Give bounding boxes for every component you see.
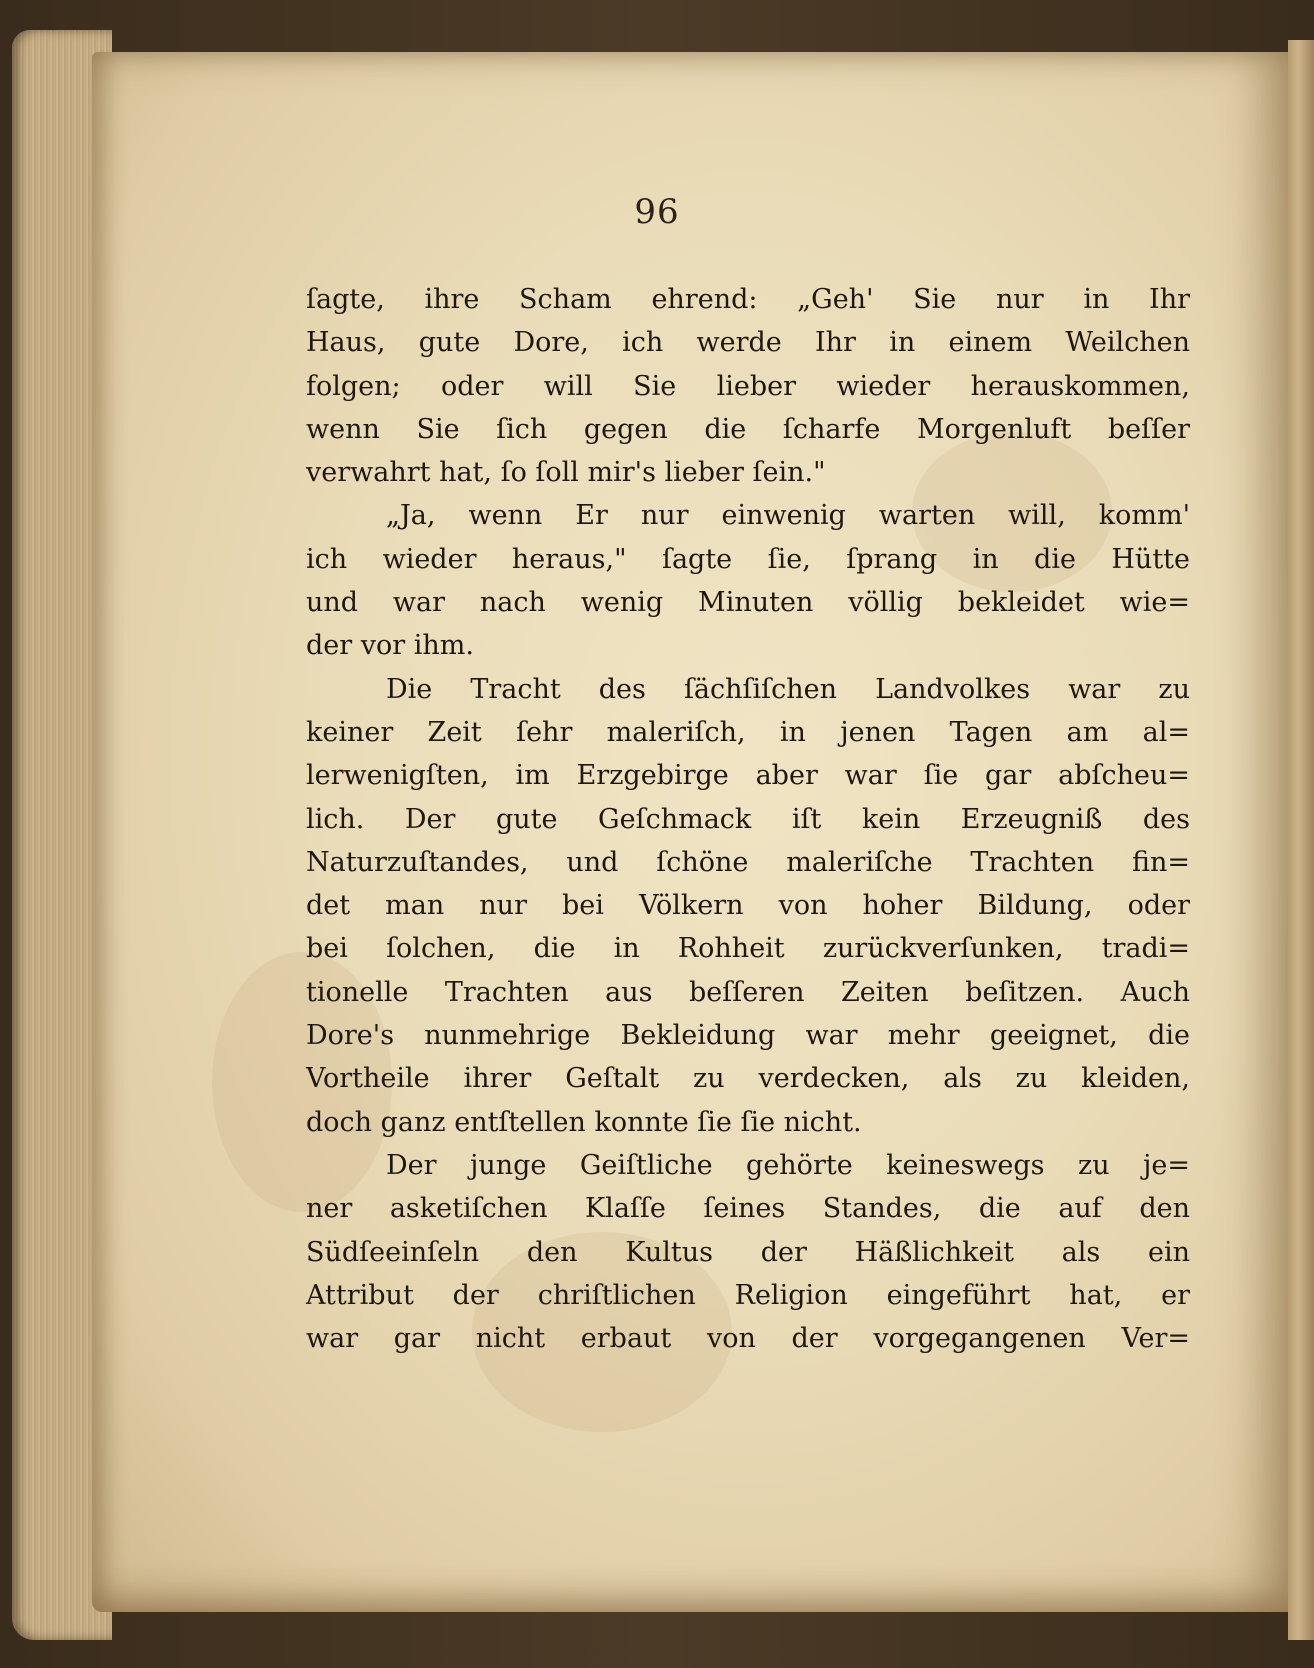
text-line: ner asketiſchen Klaſſe ſeines Standes, die auf den xyxy=(306,1193,1190,1225)
body-text xyxy=(306,278,1190,1360)
text-line: folgen; oder will Sie lieber wieder herauskommen, xyxy=(306,370,1190,402)
text-line: ſagte, ihre Scham ehrend: „Geh' Sie nur in Ihr xyxy=(306,284,1190,315)
text-line: Attribut der chriſtlichen Religion eingeführt hat, er xyxy=(306,1279,1190,1311)
text-line: lerwenigſten, im Erzgebirge aber war ſie gar abſcheu= xyxy=(306,760,1190,792)
page-number: 96 xyxy=(634,192,680,232)
text-line: Der junge Geiſtliche gehörte keineswegs zu je= xyxy=(386,1149,1190,1181)
text-line: bei ſolchen, die in Rohheit zurückverſunken, tradi= xyxy=(306,933,1190,965)
text-line: Haus, gute Dore, ich werde Ihr in einem Weilchen xyxy=(306,327,1190,359)
text-line: wenn Sie ſich gegen die ſcharfe Morgenluft beſſer xyxy=(306,413,1190,445)
text-line: Die Tracht des ſächſiſchen Landvolkes war zu xyxy=(386,673,1190,705)
text-line: ich wieder heraus," ſagte ſie, ſprang in die Hütte xyxy=(306,543,1190,575)
text-line: Naturzuſtandes, und ſchöne maleriſche Trachten fin= xyxy=(306,846,1190,878)
text-line: Dore's nunmehrige Bekleidung war mehr geeignet, die xyxy=(306,1020,1190,1052)
text-line: lich. Der gute Geſchmack iſt kein Erzeugniß des xyxy=(306,803,1190,835)
text-line: und war nach wenig Minuten völlig bekleidet wie= xyxy=(306,587,1190,619)
text-line: verwahrt hat, ſo ſoll mir's lieber ſein." xyxy=(306,457,826,489)
text-line: doch ganz entſtellen konnte ſie ſie nicht. xyxy=(306,1106,862,1138)
text-line: war gar nicht erbaut von der vorgegangenen Ver= xyxy=(306,1323,1190,1355)
text-line: „Ja, wenn Er nur einwenig warten will, komm' xyxy=(386,500,1190,532)
facing-page-edge xyxy=(1288,40,1314,1640)
text-line: der vor ihm. xyxy=(306,630,474,662)
text-line: Südſeeinſeln den Kultus der Häßlichkeit als ein xyxy=(306,1236,1190,1268)
text-line: Vortheile ihrer Geſtalt zu verdecken, als zu kleiden, xyxy=(306,1063,1190,1095)
text-line: keiner Zeit ſehr maleriſch, in jenen Tagen am al= xyxy=(306,716,1190,748)
text-line: det man nur bei Völkern von hoher Bildung, oder xyxy=(306,890,1190,922)
text-line: tionelle Trachten aus beſſeren Zeiten beſitzen. Auch xyxy=(306,976,1190,1008)
